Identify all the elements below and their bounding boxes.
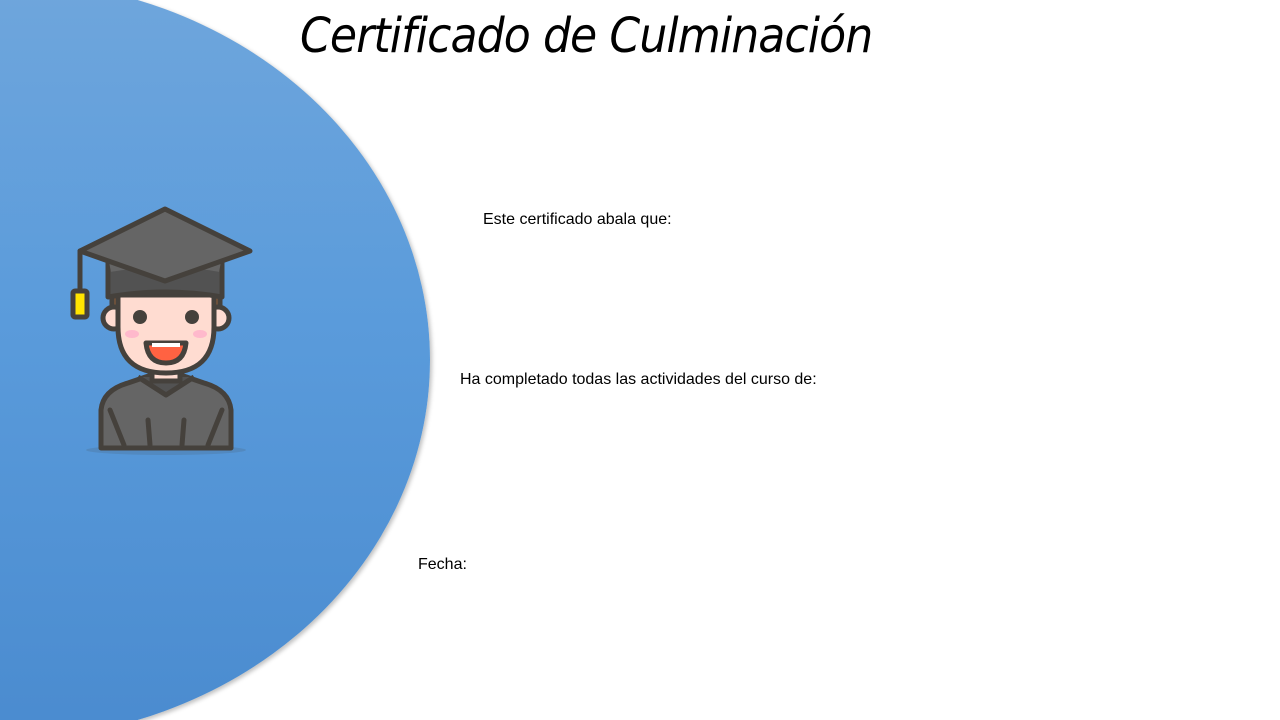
completed-course-label: Ha completado todas las actividades del curso de: [460,371,817,388]
graduate-student-icon [68,205,258,460]
certifies-label: Este certificado abala que: [483,211,672,228]
date-label: Fecha: [418,556,467,573]
certificate-title: Certificado de Culminación [300,8,873,64]
